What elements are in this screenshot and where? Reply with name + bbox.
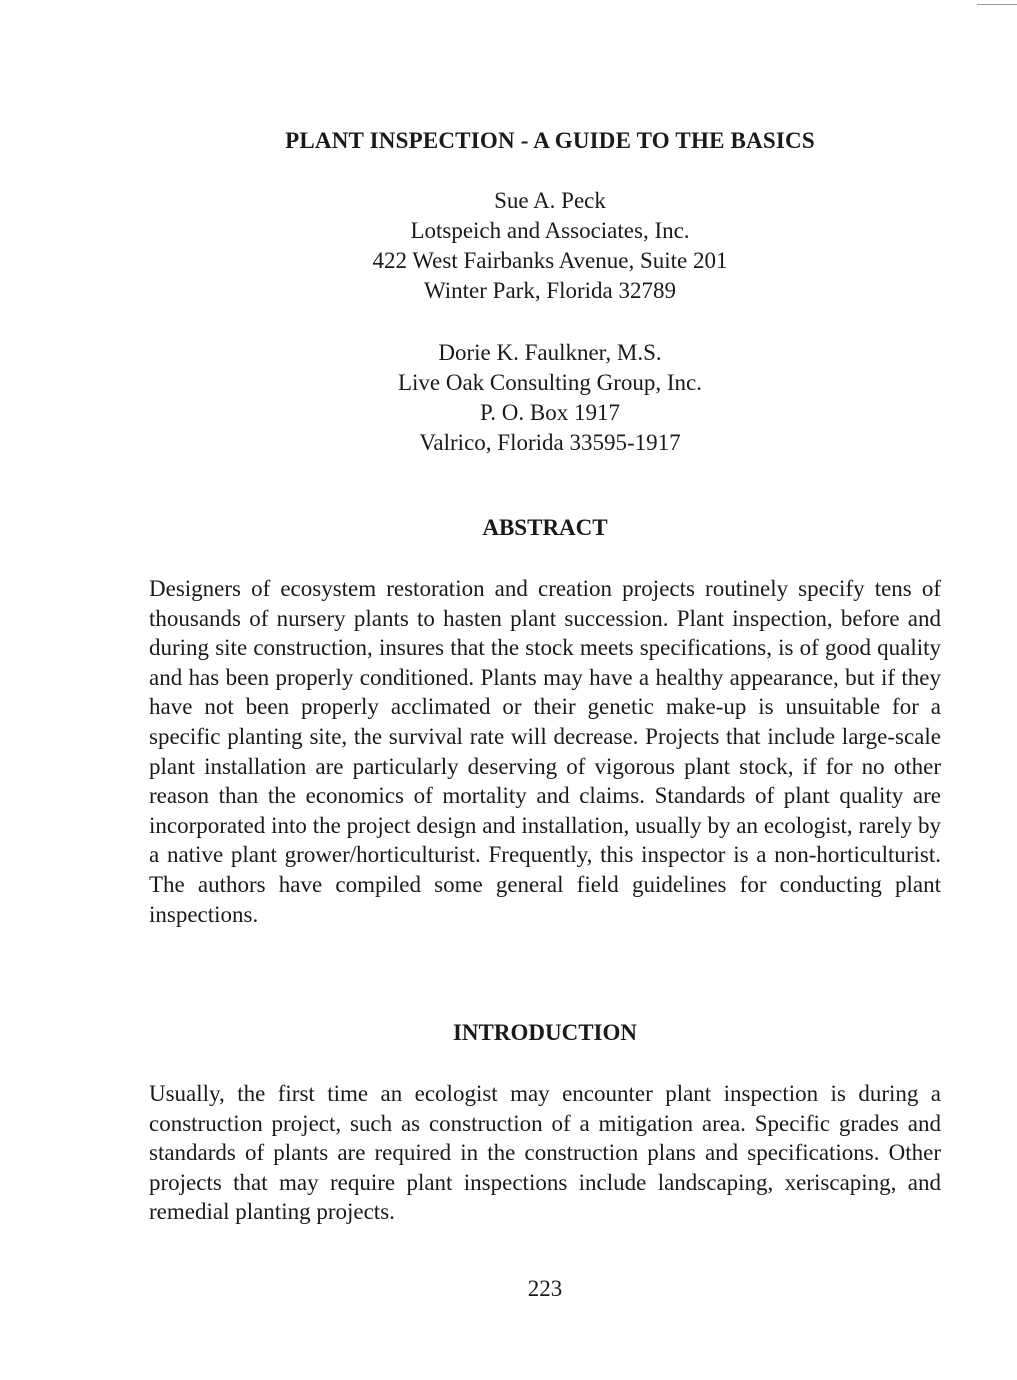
author-name: Dorie K. Faulkner, M.S. (438, 340, 662, 365)
author-block-2 (0, 338, 1017, 458)
author-address-line-1: P. O. Box 1917 (480, 400, 620, 425)
author-address-line-2: Valrico, Florida 33595-1917 (419, 430, 681, 455)
introduction-heading: INTRODUCTION (452, 1020, 638, 1045)
page-number: 223 (527, 1276, 563, 1301)
author-name: Sue A. Peck (494, 188, 606, 213)
scan-edge-rule (977, 4, 1017, 5)
author-organization: Live Oak Consulting Group, Inc. (397, 370, 703, 395)
abstract-heading: ABSTRACT (482, 515, 608, 540)
author-address-line-2: Winter Park, Florida 32789 (423, 278, 677, 303)
author-address-line-1: 422 West Fairbanks Avenue, Suite 201 (372, 248, 728, 273)
abstract-paragraph: Designers of ecosystem restoration and creation projects routinely specify tens of thousands of nursery plants to hasten plant succession. Plant inspection, before and during site construction, insures that the stock meets specifications, is of good quality and has been properly conditioned. Plants may have a healthy appearance, but if they have not been properly acclimated or their genetic make-up is unsuitable for a specific planting site, the survival rate will decrease. Projects that include large-scale plant installation are particularly deserving of vigorous plant stock, if for no other reason than the economics of mortality and claims. Standards of plant quality are incorporated into the project design and installation, usually by an ecologist, rarely by a native plant grower/horticulturist. Frequently, this inspector is a non-horticulturist. The authors have compiled some general field guidelines for conducting plant inspections. (149, 576, 941, 927)
author-block-1 (0, 186, 1017, 306)
introduction-paragraph: Usually, the first time an ecologist may encounter plant inspection is during a construction project, such as construction of a mitigation area. Specific grades and standards of plants are required in the construction plans and specifications. Other projects that may require plant inspections include landscaping, xeriscaping, and remedial planting projects. (149, 1081, 941, 1225)
author-organization: Lotspeich and Associates, Inc. (410, 218, 690, 243)
paper-title: PLANT INSPECTION - A GUIDE TO THE BASICS (285, 128, 815, 153)
